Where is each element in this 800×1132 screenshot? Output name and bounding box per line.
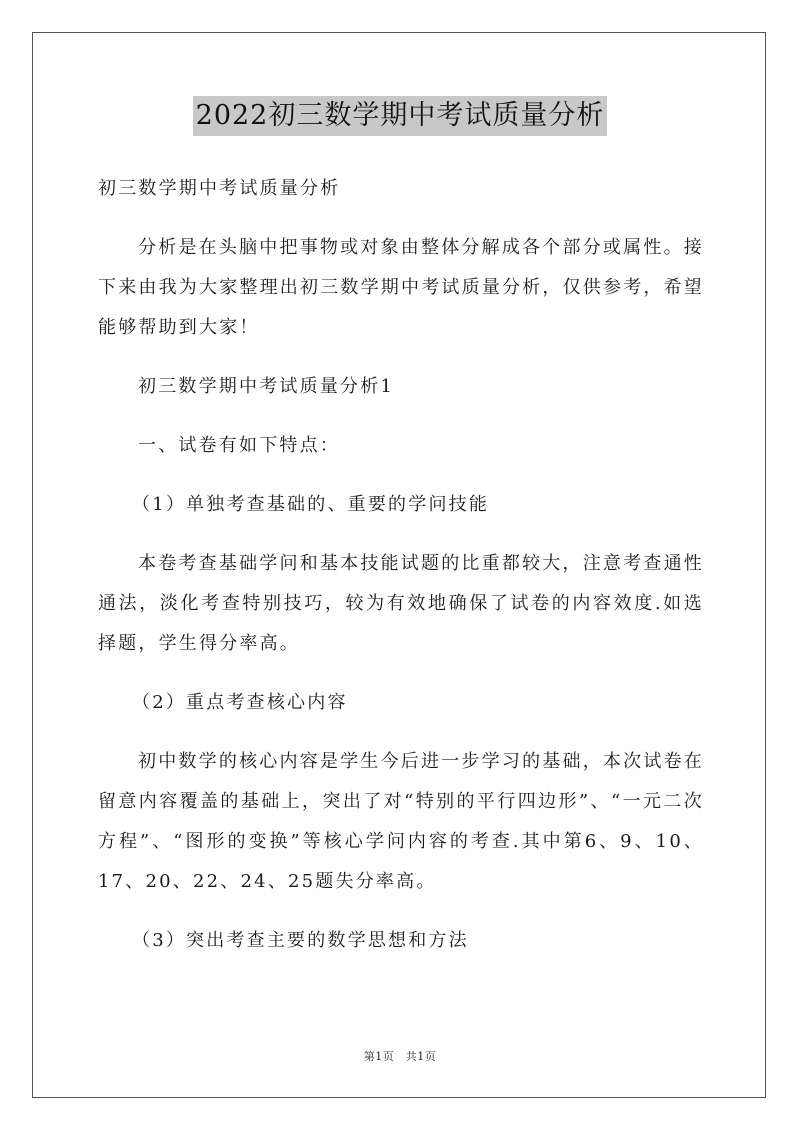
page-footer: 第1页 共1页 [363,1050,437,1063]
section-heading: 初三数学期中考试质量分析1 [138,376,395,397]
intro-paragraph: 分析是在头脑中把事物或对象由整体分解成各个部分或属性。接下来由我为大家整理出初三数学期中考试质量分析，仅供参考，希望能够帮助到大家！ [98,237,704,338]
point-paragraph-2: 初中数学的核心内容是学生今后进一步学习的基础，本次试卷在留意内容覆盖的基础上，突出了对“特别的平行四边形”、“一元二次方程”、“图形的变换”等核心学问内容的考查.其中第6、9、10、17、20、22、24、25题失分率高。 [98,751,704,892]
point-heading-3: （3）突出考查主要的数学思想和方法 [132,930,469,951]
point-paragraph-1: 本卷考查基础学问和基本技能试题的比重都较大，注意考查通性通法，淡化考查特别技巧，较为有效地确保了试卷的内容效度.如选择题，学生得分率高。 [98,553,704,654]
document-title: 2022初三数学期中考试质量分析 [193,96,608,136]
title-container [0,96,800,136]
document-subtitle: 初三数学期中考试质量分析 [98,178,341,199]
point-heading-1: （1）单独考查基础的、重要的学问技能 [132,494,490,515]
document-body [98,169,704,961]
part-heading: 一、试卷有如下特点： [138,435,340,456]
point-heading-2: （2）重点考查核心内容 [132,692,348,713]
